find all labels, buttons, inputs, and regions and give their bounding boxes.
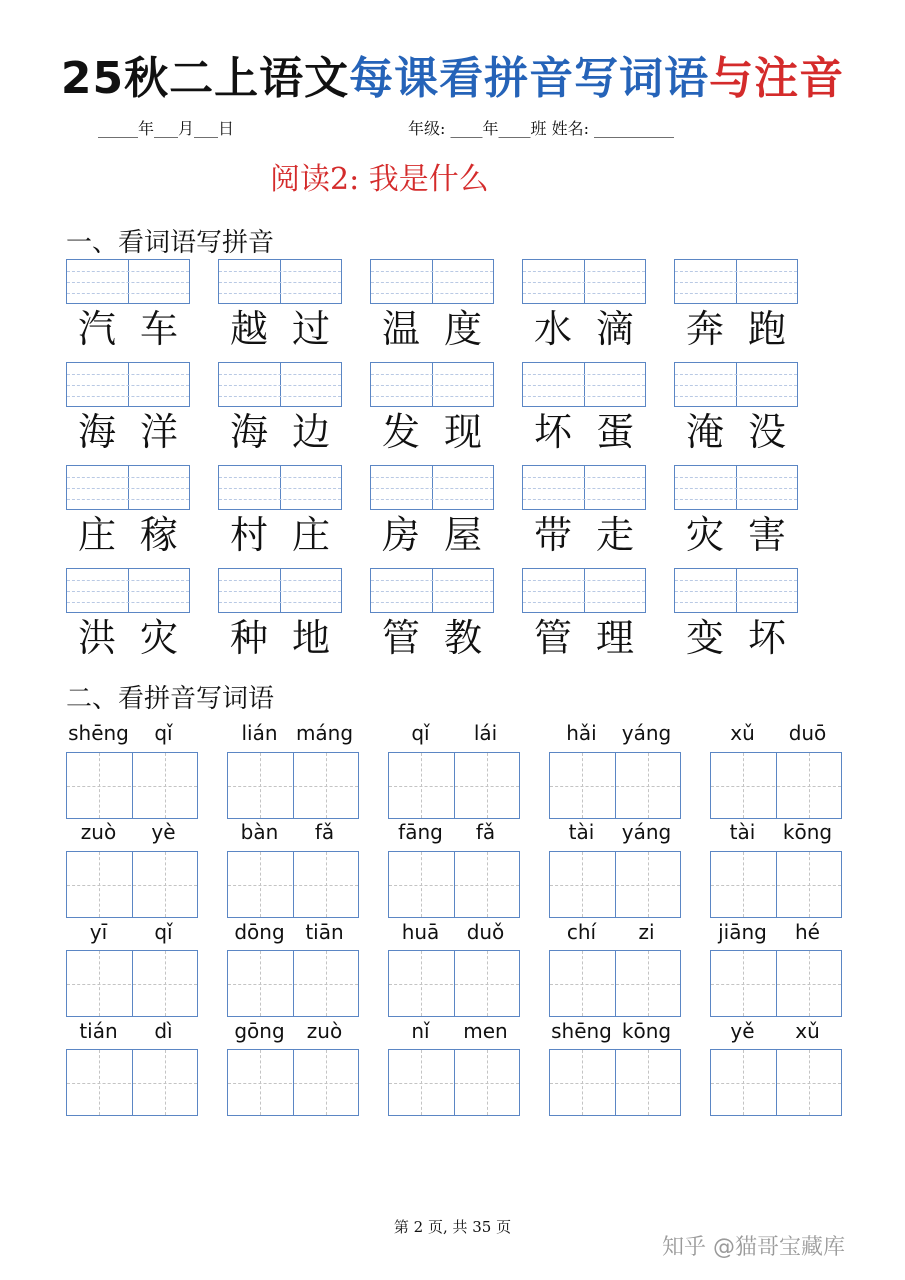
pinyin-answer-box[interactable] xyxy=(66,568,190,613)
character-writing-box[interactable] xyxy=(227,851,359,918)
guide-line xyxy=(219,602,341,603)
section-1-title: 一、看词语写拼音 xyxy=(66,228,275,258)
pinyin-answer-box[interactable] xyxy=(522,465,646,510)
pinyin-syllable: shēng xyxy=(551,1019,612,1043)
guide-line xyxy=(67,984,197,985)
guide-line xyxy=(675,385,797,386)
character: 走 xyxy=(595,513,634,557)
character: 管 xyxy=(381,616,420,660)
guide-line xyxy=(371,271,493,272)
guide-line xyxy=(228,786,358,787)
guide-line xyxy=(675,499,797,500)
character: 变 xyxy=(685,616,724,660)
guide-line xyxy=(389,786,519,787)
guide-line xyxy=(675,293,797,294)
guide-line xyxy=(219,580,341,581)
character: 害 xyxy=(747,513,786,557)
pinyin-prompt xyxy=(710,820,840,844)
guide-line xyxy=(523,602,645,603)
word-characters xyxy=(66,306,190,352)
pinyin-answer-box[interactable] xyxy=(218,465,342,510)
guide-line xyxy=(219,488,341,489)
guide-line xyxy=(550,885,680,886)
character: 淹 xyxy=(685,410,724,454)
title-part-1: 25秋二上语文 xyxy=(60,53,350,104)
pinyin-syllable: hé xyxy=(795,920,820,944)
guide-line xyxy=(675,602,797,603)
character: 滴 xyxy=(595,307,634,351)
character: 水 xyxy=(533,307,572,351)
character: 没 xyxy=(747,410,786,454)
word-characters xyxy=(66,615,190,661)
guide-line xyxy=(389,1083,519,1084)
guide-line xyxy=(67,1083,197,1084)
date-line: _____年___月___日 xyxy=(98,119,235,138)
character: 灾 xyxy=(139,616,178,660)
guide-line xyxy=(550,786,680,787)
section-2-title: 二、看拼音写词语 xyxy=(66,684,275,714)
pinyin-syllable: duō xyxy=(788,721,827,745)
pinyin-prompt xyxy=(710,920,840,944)
word-characters xyxy=(218,306,342,352)
pinyin-syllable: dōng xyxy=(234,920,285,944)
pinyin-syllable: lái xyxy=(473,721,498,745)
guide-line xyxy=(219,396,341,397)
pinyin-syllable: huā xyxy=(401,920,440,944)
guide-line xyxy=(523,591,645,592)
guide-line xyxy=(711,1083,841,1084)
pinyin-syllable: tài xyxy=(729,820,756,844)
character: 教 xyxy=(443,616,482,660)
pinyin-prompt xyxy=(549,721,679,745)
pinyin-syllable: yáng xyxy=(621,820,672,844)
guide-line xyxy=(219,499,341,500)
guide-line xyxy=(675,477,797,478)
guide-line xyxy=(675,396,797,397)
pinyin-syllable: qǐ xyxy=(411,721,430,745)
pinyin-answer-box[interactable] xyxy=(370,259,494,304)
pinyin-prompt xyxy=(388,1019,518,1043)
character: 稼 xyxy=(139,513,178,557)
pinyin-prompt xyxy=(549,1019,679,1043)
character-writing-box[interactable] xyxy=(66,851,198,918)
pinyin-prompt xyxy=(227,820,357,844)
guide-line xyxy=(219,293,341,294)
character: 海 xyxy=(229,410,268,454)
character: 理 xyxy=(595,616,634,660)
character: 村 xyxy=(229,513,268,557)
character: 越 xyxy=(229,307,268,351)
guide-line xyxy=(371,580,493,581)
pinyin-prompt xyxy=(227,1019,357,1043)
guide-line xyxy=(67,293,189,294)
guide-line xyxy=(523,271,645,272)
lesson-title: 阅读2: 我是什么 xyxy=(270,162,489,197)
pinyin-answer-box[interactable] xyxy=(66,259,190,304)
pinyin-syllable: tài xyxy=(568,820,595,844)
guide-line xyxy=(67,282,189,283)
student-info-line: 年级: ____年____班 姓名: __________ xyxy=(408,119,675,138)
character: 庄 xyxy=(77,513,116,557)
page-number: 第 2 页, 共 35 页 xyxy=(393,1218,512,1236)
guide-line xyxy=(523,385,645,386)
character: 奔 xyxy=(685,307,724,351)
guide-line xyxy=(371,602,493,603)
character: 车 xyxy=(139,307,178,351)
word-characters xyxy=(66,512,190,558)
pinyin-prompt xyxy=(227,920,357,944)
guide-line xyxy=(371,499,493,500)
pinyin-answer-box[interactable] xyxy=(218,259,342,304)
character-writing-box[interactable] xyxy=(549,950,681,1017)
pinyin-syllable: bàn xyxy=(240,820,279,844)
guide-line xyxy=(67,488,189,489)
guide-line xyxy=(228,984,358,985)
pinyin-syllable: zuò xyxy=(306,1019,343,1043)
pinyin-prompt xyxy=(388,721,518,745)
pinyin-prompt xyxy=(549,920,679,944)
pinyin-prompt xyxy=(66,920,196,944)
word-characters xyxy=(218,615,342,661)
character-writing-box[interactable] xyxy=(549,1049,681,1116)
character-writing-box[interactable] xyxy=(227,1049,359,1116)
guide-line xyxy=(711,786,841,787)
pinyin-syllable: yě xyxy=(730,1019,755,1043)
guide-line xyxy=(67,271,189,272)
guide-line xyxy=(67,885,197,886)
character: 灾 xyxy=(685,513,724,557)
character: 庄 xyxy=(291,513,330,557)
word-characters xyxy=(674,306,798,352)
word-characters xyxy=(674,512,798,558)
pinyin-syllable: chí xyxy=(566,920,597,944)
pinyin-prompt xyxy=(66,820,196,844)
pinyin-syllable: men xyxy=(463,1019,508,1043)
guide-line xyxy=(219,282,341,283)
pinyin-answer-box[interactable] xyxy=(674,259,798,304)
character: 边 xyxy=(291,410,330,454)
pinyin-syllable: yī xyxy=(89,920,108,944)
guide-line xyxy=(67,580,189,581)
character-writing-box[interactable] xyxy=(66,1049,198,1116)
character-writing-box[interactable] xyxy=(227,752,359,819)
guide-line xyxy=(219,271,341,272)
guide-line xyxy=(523,293,645,294)
pinyin-syllable: xǔ xyxy=(730,721,755,745)
guide-line xyxy=(67,396,189,397)
guide-line xyxy=(675,282,797,283)
character: 跑 xyxy=(747,307,786,351)
word-characters xyxy=(522,512,646,558)
character-writing-box[interactable] xyxy=(388,950,520,1017)
word-characters xyxy=(522,409,646,455)
guide-line xyxy=(550,984,680,985)
pinyin-syllable: fǎ xyxy=(475,820,496,844)
pinyin-syllable: nǐ xyxy=(411,1019,430,1043)
word-characters xyxy=(522,615,646,661)
page-title xyxy=(0,42,905,106)
pinyin-syllable: xǔ xyxy=(795,1019,820,1043)
pinyin-prompt xyxy=(549,820,679,844)
watermark: 知乎 @猫哥宝藏库 xyxy=(662,1235,845,1260)
pinyin-answer-box[interactable] xyxy=(370,362,494,407)
character-writing-box[interactable] xyxy=(388,752,520,819)
guide-line xyxy=(371,396,493,397)
pinyin-prompt xyxy=(388,920,518,944)
character-writing-box[interactable] xyxy=(66,752,198,819)
word-characters xyxy=(370,512,494,558)
guide-line xyxy=(67,374,189,375)
pinyin-syllable: duǒ xyxy=(466,920,505,944)
pinyin-syllable: tián xyxy=(79,1019,118,1043)
pinyin-syllable: zuò xyxy=(80,820,117,844)
guide-line xyxy=(371,591,493,592)
guide-line xyxy=(67,786,197,787)
character: 汽 xyxy=(77,307,116,351)
pinyin-syllable: yè xyxy=(151,820,176,844)
pinyin-syllable: fǎ xyxy=(314,820,335,844)
guide-line xyxy=(219,374,341,375)
pinyin-syllable: kōng xyxy=(621,1019,672,1043)
guide-line xyxy=(371,488,493,489)
character: 蛋 xyxy=(595,410,634,454)
guide-line xyxy=(219,385,341,386)
guide-line xyxy=(523,477,645,478)
pinyin-answer-box[interactable] xyxy=(674,362,798,407)
pinyin-syllable: yáng xyxy=(621,721,672,745)
character-writing-box[interactable] xyxy=(388,851,520,918)
guide-line xyxy=(219,591,341,592)
word-characters xyxy=(370,306,494,352)
character-writing-box[interactable] xyxy=(549,851,681,918)
guide-line xyxy=(219,477,341,478)
pinyin-answer-box[interactable] xyxy=(66,465,190,510)
word-characters xyxy=(370,409,494,455)
character-writing-box[interactable] xyxy=(227,950,359,1017)
character-writing-box[interactable] xyxy=(710,851,842,918)
pinyin-answer-box[interactable] xyxy=(370,568,494,613)
pinyin-prompt xyxy=(66,721,196,745)
guide-line xyxy=(550,1083,680,1084)
pinyin-syllable: qǐ xyxy=(154,721,173,745)
pinyin-syllable: hǎi xyxy=(566,721,597,745)
character: 屋 xyxy=(443,513,482,557)
pinyin-syllable: kōng xyxy=(782,820,833,844)
pinyin-answer-box[interactable] xyxy=(522,568,646,613)
guide-line xyxy=(67,591,189,592)
character: 种 xyxy=(229,616,268,660)
guide-line xyxy=(523,488,645,489)
pinyin-syllable: dì xyxy=(154,1019,173,1043)
pinyin-syllable: jiāng xyxy=(718,920,767,944)
guide-line xyxy=(228,1083,358,1084)
pinyin-syllable: fāng xyxy=(398,820,443,844)
guide-line xyxy=(389,885,519,886)
word-characters xyxy=(674,409,798,455)
character: 带 xyxy=(533,513,572,557)
pinyin-answer-box[interactable] xyxy=(218,362,342,407)
guide-line xyxy=(67,602,189,603)
guide-line xyxy=(371,385,493,386)
guide-line xyxy=(675,591,797,592)
guide-line xyxy=(67,385,189,386)
guide-line xyxy=(675,580,797,581)
character: 地 xyxy=(291,616,330,660)
guide-line xyxy=(523,282,645,283)
guide-line xyxy=(67,477,189,478)
guide-line xyxy=(371,282,493,283)
guide-line xyxy=(371,374,493,375)
pinyin-syllable: máng xyxy=(295,721,354,745)
word-characters xyxy=(218,409,342,455)
pinyin-prompt xyxy=(66,1019,196,1043)
word-characters xyxy=(674,615,798,661)
character: 洪 xyxy=(77,616,116,660)
guide-line xyxy=(371,477,493,478)
pinyin-answer-box[interactable] xyxy=(218,568,342,613)
character: 发 xyxy=(381,410,420,454)
pinyin-syllable: tiān xyxy=(305,920,344,944)
word-characters xyxy=(218,512,342,558)
pinyin-syllable: zi xyxy=(638,920,655,944)
title-part-3: 与注音 xyxy=(709,53,845,104)
character-writing-box[interactable] xyxy=(710,752,842,819)
guide-line xyxy=(389,984,519,985)
pinyin-syllable: qǐ xyxy=(154,920,173,944)
word-characters xyxy=(66,409,190,455)
word-characters xyxy=(522,306,646,352)
guide-line xyxy=(523,374,645,375)
character-writing-box[interactable] xyxy=(66,950,198,1017)
pinyin-prompt xyxy=(710,721,840,745)
title-part-2: 每课看拼音写词语 xyxy=(349,53,710,104)
guide-line xyxy=(675,271,797,272)
character-writing-box[interactable] xyxy=(388,1049,520,1116)
pinyin-prompt xyxy=(710,1019,840,1043)
pinyin-syllable: shēng xyxy=(68,721,129,745)
word-characters xyxy=(370,615,494,661)
character: 度 xyxy=(443,307,482,351)
character: 现 xyxy=(443,410,482,454)
guide-line xyxy=(523,396,645,397)
guide-line xyxy=(67,499,189,500)
character: 过 xyxy=(291,307,330,351)
pinyin-prompt xyxy=(388,820,518,844)
pinyin-answer-box[interactable] xyxy=(522,259,646,304)
guide-line xyxy=(371,293,493,294)
character: 坏 xyxy=(533,410,572,454)
guide-line xyxy=(711,885,841,886)
pinyin-answer-box[interactable] xyxy=(522,362,646,407)
guide-line xyxy=(523,580,645,581)
guide-line xyxy=(711,984,841,985)
pinyin-prompt xyxy=(227,721,357,745)
pinyin-answer-box[interactable] xyxy=(674,465,798,510)
guide-line xyxy=(675,488,797,489)
pinyin-answer-box[interactable] xyxy=(66,362,190,407)
pinyin-answer-box[interactable] xyxy=(370,465,494,510)
character: 温 xyxy=(381,307,420,351)
character: 房 xyxy=(381,513,420,557)
character: 洋 xyxy=(139,410,178,454)
guide-line xyxy=(228,885,358,886)
character-writing-box[interactable] xyxy=(549,752,681,819)
guide-line xyxy=(523,499,645,500)
character-writing-box[interactable] xyxy=(710,1049,842,1116)
guide-line xyxy=(675,374,797,375)
character-writing-box[interactable] xyxy=(710,950,842,1017)
pinyin-syllable: lián xyxy=(241,721,278,745)
pinyin-syllable: gōng xyxy=(234,1019,285,1043)
character: 坏 xyxy=(747,616,786,660)
character: 管 xyxy=(533,616,572,660)
character: 海 xyxy=(77,410,116,454)
pinyin-answer-box[interactable] xyxy=(674,568,798,613)
